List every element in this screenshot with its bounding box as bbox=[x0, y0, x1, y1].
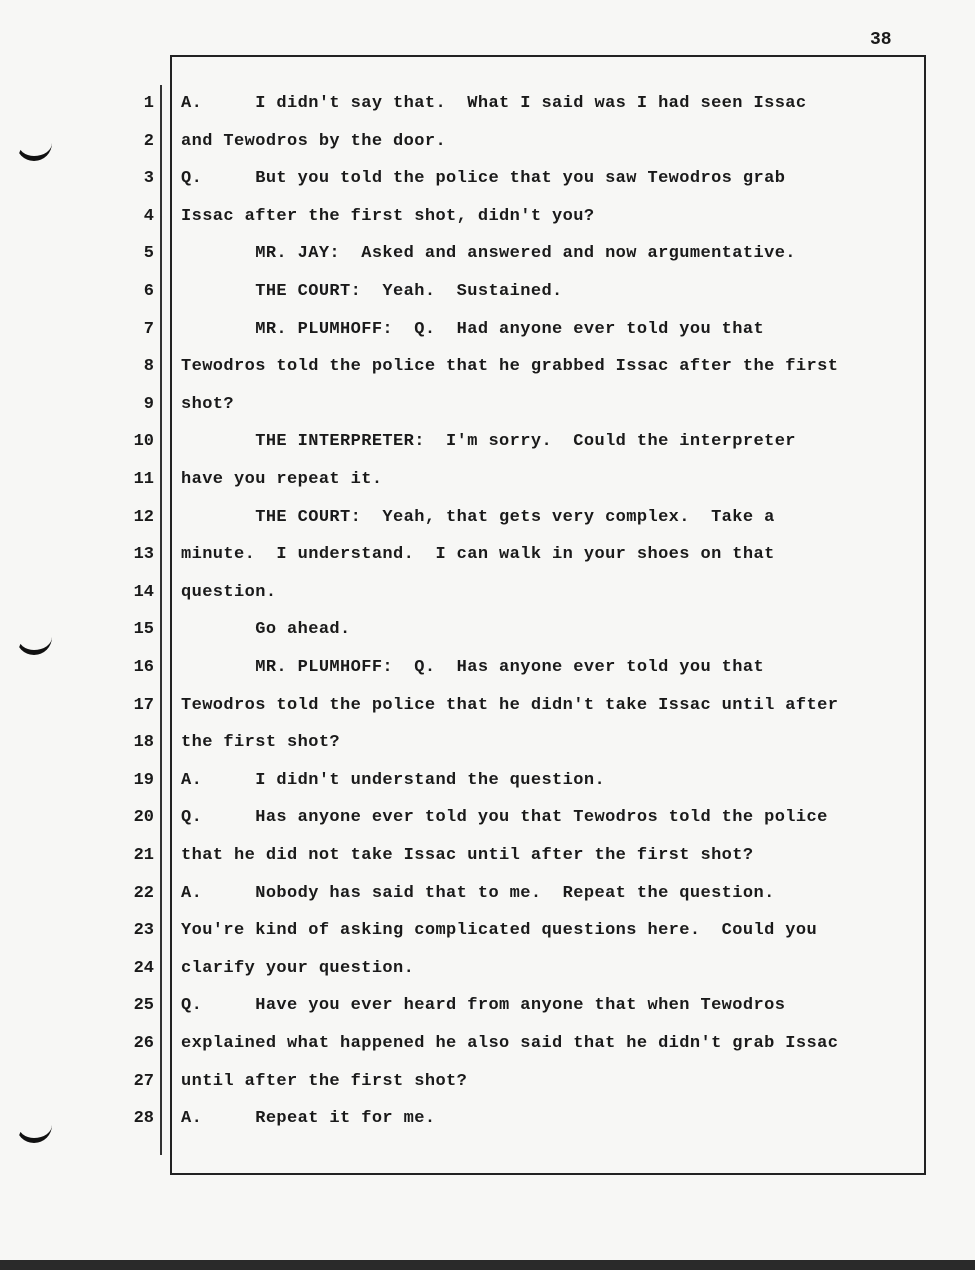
transcript-line: Q. Have you ever heard from anyone that when Tewodros bbox=[181, 996, 786, 1015]
line-number: 24 bbox=[133, 959, 154, 978]
transcript-line: Q. But you told the police that you saw Tewodros grab bbox=[181, 169, 786, 188]
transcript-line: that he did not take Issac until after the first shot? bbox=[181, 846, 754, 865]
line-number: 25 bbox=[133, 996, 154, 1015]
line-number: 21 bbox=[133, 846, 154, 865]
transcript-line: THE COURT: Yeah, that gets very complex. Take a bbox=[181, 508, 775, 527]
line-number: 19 bbox=[133, 771, 154, 790]
transcript-line: Go ahead. bbox=[181, 620, 351, 639]
binder-hole-mark bbox=[16, 1120, 52, 1143]
line-number: 2 bbox=[143, 132, 154, 151]
transcript-line: A. I didn't understand the question. bbox=[181, 771, 606, 790]
transcript-line: Tewodros told the police that he grabbed Issac after the first bbox=[181, 357, 839, 376]
transcript-line: have you repeat it. bbox=[181, 470, 383, 489]
transcript-line: question. bbox=[181, 583, 277, 602]
transcript-line: Tewodros told the police that he didn't take Issac until after bbox=[181, 696, 839, 715]
line-number: 18 bbox=[133, 733, 154, 752]
line-number: 10 bbox=[133, 432, 154, 451]
transcript-line: MR. PLUMHOFF: Q. Has anyone ever told you that bbox=[181, 658, 765, 677]
line-number: 6 bbox=[143, 282, 154, 301]
line-number: 22 bbox=[133, 884, 154, 903]
line-number: 7 bbox=[143, 320, 154, 339]
transcript-line: the first shot? bbox=[181, 733, 341, 752]
transcript-line: explained what happened he also said that he didn't grab Issac bbox=[181, 1034, 839, 1053]
line-number: 15 bbox=[133, 620, 154, 639]
transcript-line: A. Repeat it for me. bbox=[181, 1109, 436, 1128]
line-number: 17 bbox=[133, 696, 154, 715]
line-number: 27 bbox=[133, 1072, 154, 1091]
transcript-line: THE COURT: Yeah. Sustained. bbox=[181, 282, 563, 301]
binder-hole-mark bbox=[16, 138, 52, 161]
page-number: 38 bbox=[870, 30, 892, 50]
transcript-line: MR. JAY: Asked and answered and now argumentative. bbox=[181, 244, 796, 263]
scan-edge bbox=[0, 1260, 975, 1270]
line-number: 5 bbox=[143, 244, 154, 263]
line-number: 1 bbox=[143, 94, 154, 113]
transcript-line: A. Nobody has said that to me. Repeat the question. bbox=[181, 884, 775, 903]
transcript-line: and Tewodros by the door. bbox=[181, 132, 447, 151]
transcript-line: shot? bbox=[181, 395, 235, 414]
line-number: 16 bbox=[133, 658, 154, 677]
line-number: 3 bbox=[143, 169, 154, 188]
binder-hole-mark bbox=[16, 632, 52, 655]
transcript-line: THE INTERPRETER: I'm sorry. Could the interpreter bbox=[181, 432, 796, 451]
line-number: 28 bbox=[133, 1109, 154, 1128]
line-number: 14 bbox=[133, 583, 154, 602]
line-number: 12 bbox=[133, 508, 154, 527]
line-number: 23 bbox=[133, 921, 154, 940]
transcript-line: MR. PLUMHOFF: Q. Had anyone ever told you that bbox=[181, 320, 765, 339]
line-number: 11 bbox=[133, 470, 154, 489]
transcript-line: minute. I understand. I can walk in your shoes on that bbox=[181, 545, 775, 564]
line-number: 8 bbox=[143, 357, 154, 376]
transcript-line: A. I didn't say that. What I said was I had seen Issac bbox=[181, 94, 807, 113]
margin-rule bbox=[160, 85, 162, 1155]
line-number: 20 bbox=[133, 808, 154, 827]
line-number: 4 bbox=[143, 207, 154, 226]
transcript-line: until after the first shot? bbox=[181, 1072, 468, 1091]
line-number: 13 bbox=[133, 545, 154, 564]
transcript-line: clarify your question. bbox=[181, 959, 415, 978]
transcript-line: You're kind of asking complicated questions here. Could you bbox=[181, 921, 818, 940]
transcript-line: Q. Has anyone ever told you that Tewodros told the police bbox=[181, 808, 828, 827]
line-number: 26 bbox=[133, 1034, 154, 1053]
line-number: 9 bbox=[143, 395, 154, 414]
transcript-line: Issac after the first shot, didn't you? bbox=[181, 207, 595, 226]
